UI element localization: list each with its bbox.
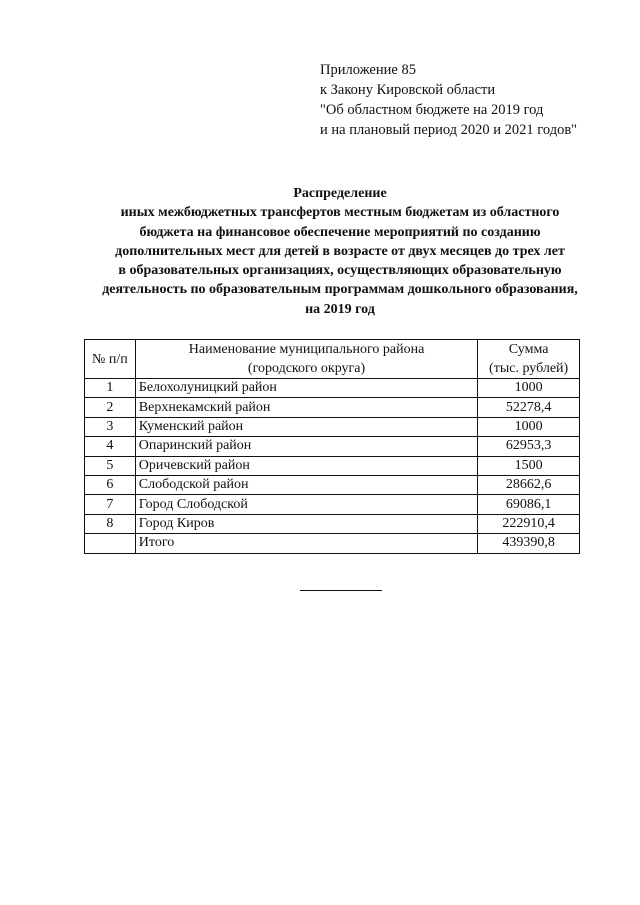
table-row [85, 417, 580, 436]
title-line: деятельность по образовательным программам дошкольного образования, [102, 282, 578, 298]
header-sum-line1: Сумма [508, 342, 549, 357]
title-line: бюджета на финансовое обеспечение мероприятий по созданию [139, 224, 541, 240]
header-sum [478, 340, 580, 379]
row-number: 7 [85, 495, 136, 514]
budget-distribution-table [84, 339, 580, 554]
row-number: 1 [85, 379, 136, 398]
annex-number: Приложение 85 [320, 62, 416, 78]
header-district-name-line2: (городского округа) [247, 361, 366, 376]
row-sum: 28662,6 [478, 475, 580, 494]
table-row [85, 437, 580, 456]
title-line: на 2019 год [305, 301, 375, 317]
header-sum-line2: (тыс. рублей) [489, 361, 569, 376]
header-district-name [135, 340, 477, 379]
row-district-name: Белохолуницкий район [135, 379, 477, 398]
document-title [60, 184, 620, 319]
row-sum: 62953,3 [478, 437, 580, 456]
row-number: 2 [85, 398, 136, 417]
annex-header [320, 60, 620, 140]
table-row [85, 475, 580, 494]
title-line: иных межбюджетных трансфертов местным бюджетам из областного [120, 205, 560, 221]
table-header-row [85, 340, 580, 379]
row-sum: 69086,1 [478, 495, 580, 514]
row-district-name: Оричевский район [135, 456, 477, 475]
row-sum: 1000 [478, 417, 580, 436]
row-sum: 1000 [478, 379, 580, 398]
table-row [85, 398, 580, 417]
table-row [85, 379, 580, 398]
table-row [85, 495, 580, 514]
annex-law-title-cont: и на плановый период 2020 и 2021 годов" [320, 122, 578, 138]
annex-law-reference: к Закону Кировской области [320, 82, 496, 98]
total-sum: 439390,8 [478, 534, 580, 553]
table-total-row [85, 534, 580, 553]
row-sum: 52278,4 [478, 398, 580, 417]
title-line: дополнительных мест для детей в возрасте от двух месяцев до трех лет [115, 243, 565, 259]
table-row [85, 514, 580, 533]
row-district-name: Город Киров [135, 514, 477, 533]
row-district-name: Город Слободской [135, 495, 477, 514]
row-sum: 1500 [478, 456, 580, 475]
row-district-name: Верхнекамский район [135, 398, 477, 417]
table-row [85, 456, 580, 475]
header-district-name-line1: Наименование муниципального района [188, 342, 425, 357]
total-number [85, 534, 136, 553]
row-number: 5 [85, 456, 136, 475]
row-district-name: Слободской район [135, 475, 477, 494]
row-number: 6 [85, 475, 136, 494]
title-line: в образовательных организациях, осуществляющих образовательную [118, 263, 562, 279]
row-district-name: Опаринский район [135, 437, 477, 456]
row-district-name: Куменский район [135, 417, 477, 436]
row-number: 8 [85, 514, 136, 533]
title-line: Распределение [293, 186, 387, 201]
row-sum: 222910,4 [478, 514, 580, 533]
total-label: Итого [135, 534, 477, 553]
end-of-document-rule [300, 590, 382, 591]
annex-law-title: "Об областном бюджете на 2019 год [320, 102, 544, 118]
row-number: 4 [85, 437, 136, 456]
header-number: № п/п [85, 340, 136, 379]
row-number: 3 [85, 417, 136, 436]
